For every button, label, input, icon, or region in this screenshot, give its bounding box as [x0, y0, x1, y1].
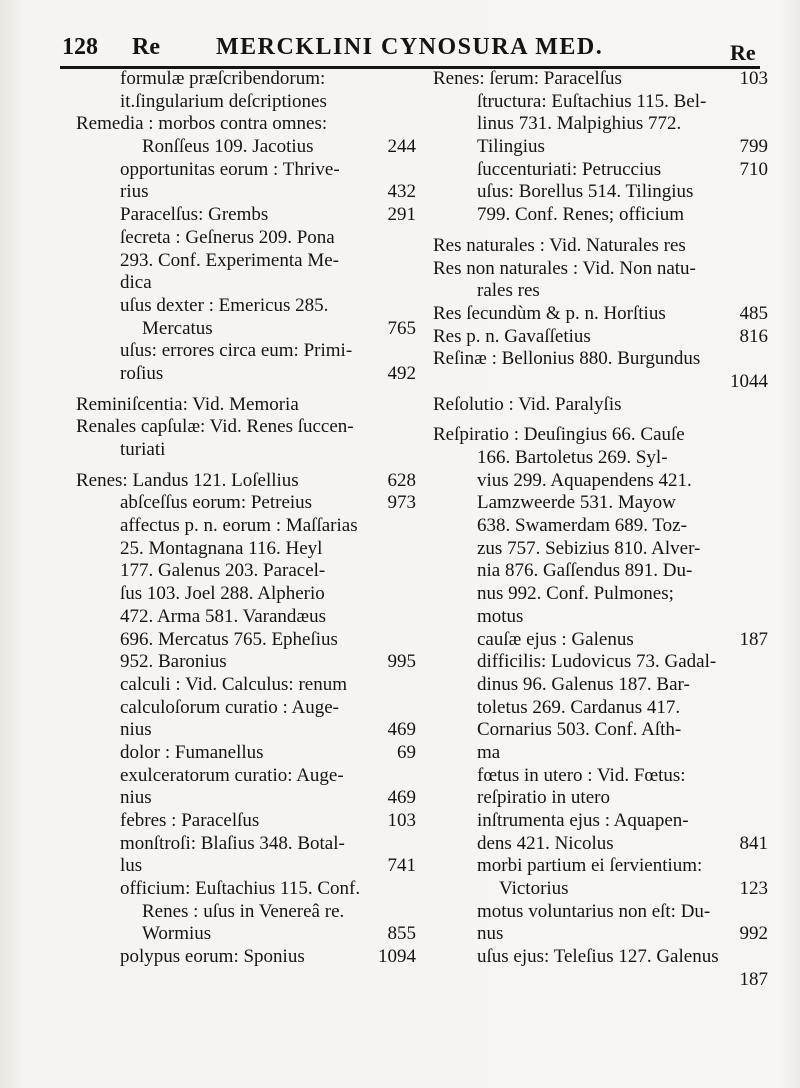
- index-entry-text: dolor : Fumanellus: [120, 741, 264, 763]
- index-line: [76, 674, 416, 697]
- index-line: [76, 416, 416, 439]
- page-reference: 492: [387, 362, 416, 384]
- index-line: [76, 606, 416, 629]
- index-entry-text: abſceſſus eorum: Petreius: [120, 492, 313, 514]
- index-line: [76, 492, 416, 515]
- index-line: [76, 439, 416, 462]
- index-entry-text: Ronſſeus 109. Jacotius: [142, 136, 314, 158]
- index-entry-text: Renes: Landus 121. Loſellius: [76, 469, 299, 491]
- index-line: [76, 833, 416, 856]
- index-line: [433, 878, 768, 901]
- index-line: [433, 697, 768, 720]
- index-line: [76, 227, 416, 250]
- index-line: [433, 855, 768, 878]
- index-line: [76, 878, 416, 901]
- page-reference: 992: [739, 923, 768, 945]
- index-entry-text: opportunitas eorum : Thrive-: [120, 158, 340, 180]
- index-entry-text: morbi partium ei ſervientium:: [477, 855, 703, 877]
- index-line: [433, 348, 768, 371]
- index-entry-text: ſuccenturiati: Petruccius: [477, 158, 662, 180]
- index-line: [433, 91, 768, 114]
- index-entry-text: dens 421. Nicolus: [477, 832, 614, 854]
- index-entry-text: 638. Swamerdam 689. Toz-: [477, 515, 687, 537]
- index-entry-text: nia 876. Gaſſendus 891. Du-: [477, 560, 693, 582]
- index-entry-text: toletus 269. Cardanus 417.: [477, 696, 681, 718]
- index-entry-text: Renales capſulæ: Vid. Renes ſuccen-: [76, 416, 354, 438]
- index-entry-text: rius: [120, 181, 149, 203]
- index-entry-text: Victorius: [499, 878, 569, 900]
- index-entry-text: Reſolutio : Vid. Paralyſis: [433, 393, 622, 415]
- index-line: [76, 697, 416, 720]
- index-entry-text: dica: [120, 272, 152, 294]
- index-line: [76, 272, 416, 295]
- index-line: [76, 651, 416, 674]
- index-line: [76, 159, 416, 182]
- index-line: [433, 258, 768, 281]
- index-entry-text: febres : Paracelſus: [120, 810, 260, 831]
- index-line: [76, 901, 416, 924]
- index-entry-text: lus: [120, 855, 143, 877]
- entry-gap: [76, 462, 416, 470]
- index-entry-text: ſus 103. Joel 288. Alpherio: [120, 583, 325, 605]
- index-line: [76, 810, 416, 833]
- index-line: [433, 765, 768, 788]
- index-entry-text: calculoſorum curatio : Auge-: [120, 696, 339, 718]
- page-reference: 123: [739, 878, 768, 900]
- page-reference: 103: [739, 68, 768, 89]
- index-entry-text: Wormius: [142, 923, 212, 945]
- index-entry-text: polypus eorum: Sponius: [120, 946, 305, 968]
- index-entry-text: nius: [120, 719, 152, 741]
- index-entry-text: Mercatus: [142, 317, 213, 339]
- index-line: [433, 719, 768, 742]
- page-reference: 855: [387, 923, 416, 945]
- page-reference: 710: [739, 158, 768, 180]
- index-line: [433, 515, 768, 538]
- index-line: [76, 68, 416, 91]
- running-title: MERCKLINI CYNOSURA MED.: [216, 34, 604, 60]
- index-line: [433, 470, 768, 493]
- index-entry-text: dinus 96. Galenus 187. Bar-: [477, 673, 690, 695]
- index-line: [76, 363, 416, 386]
- index-entry-text: it.ſingularium deſcriptiones: [120, 90, 327, 112]
- index-entry-text: officium: Euſtachius 115. Conf.: [120, 878, 361, 900]
- index-line: [433, 923, 768, 946]
- index-line: [76, 515, 416, 538]
- page-reference: 291: [387, 204, 416, 226]
- page-reference: 187: [739, 628, 768, 650]
- index-entry-text: Cornarius 503. Conf. Aſth-: [477, 719, 682, 741]
- page-reference: 1094: [378, 946, 416, 968]
- index-line: [76, 204, 416, 227]
- index-line: [433, 492, 768, 515]
- index-line: [433, 651, 768, 674]
- index-entry-text: uſus: Borellus 514. Tilingius: [477, 181, 694, 203]
- index-entry-text: Remedia : morbos contra omnes:: [76, 113, 328, 135]
- page-reference: 469: [387, 719, 416, 741]
- index-entry-text: Res non naturales : Vid. Non natu-: [433, 257, 696, 279]
- index-line: [433, 833, 768, 856]
- page-reference: 995: [387, 651, 416, 673]
- index-entry-text: ſtructura: Euſtachius 115. Bel-: [477, 90, 707, 112]
- index-line: [433, 303, 768, 326]
- index-line: [433, 235, 768, 258]
- index-entry-text: turiati: [120, 439, 166, 460]
- index-line: [76, 394, 416, 417]
- index-line: [433, 583, 768, 606]
- index-entry-text: uſus ejus: Teleſius 127. Galenus: [477, 946, 719, 968]
- index-line: [76, 765, 416, 788]
- index-line: [433, 424, 768, 447]
- index-entry-text: Reminiſcentia: Vid. Memoria: [76, 393, 299, 415]
- index-entry-text: Paracelſus: Grembs: [120, 204, 269, 226]
- index-entry-text: 472. Arma 581. Varandæus: [120, 605, 326, 627]
- index-line: [76, 946, 416, 969]
- page-number: 128: [62, 34, 98, 60]
- page-reference: 628: [387, 469, 416, 491]
- page-reference: 741: [387, 855, 416, 877]
- index-entry-text: Res naturales : Vid. Naturales res: [433, 234, 686, 256]
- index-entry-text: roſius: [120, 362, 164, 384]
- page-reference: 816: [739, 325, 768, 347]
- page-reference: 973: [387, 492, 416, 514]
- index-line: [76, 855, 416, 878]
- index-line: [76, 91, 416, 114]
- index-line: [433, 326, 768, 349]
- index-entry-text: Res ſecundùm & p. n. Horſtius: [433, 302, 666, 324]
- index-line: [76, 560, 416, 583]
- index-line: [76, 787, 416, 810]
- index-line: [76, 318, 416, 341]
- page-header: [40, 30, 770, 70]
- index-entry-text: 177. Galenus 203. Paracel-: [120, 560, 326, 582]
- index-line: [433, 629, 768, 652]
- index-line: [76, 719, 416, 742]
- page-reference: 1044: [730, 370, 768, 392]
- index-entry-text: calculi : Vid. Calculus: renum: [120, 673, 347, 695]
- index-entry-text: nius: [120, 787, 152, 809]
- index-entry-text: ſecreta : Geſnerus 209. Pona: [120, 226, 335, 248]
- index-entry-text: uſus dexter : Emericus 285.: [120, 294, 329, 316]
- index-entry-text: Lamzweerde 531. Mayow: [477, 492, 676, 514]
- index-entry-text: affectus p. n. eorum : Maſſarias: [120, 515, 358, 537]
- index-entry-text: 799. Conf. Renes; officium: [477, 204, 685, 226]
- index-line: [76, 538, 416, 561]
- index-line: [433, 447, 768, 470]
- index-line: [433, 674, 768, 697]
- index-entry-text: vius 299. Aquapendens 421.: [477, 469, 692, 491]
- index-entry-text: Tilingius: [477, 136, 545, 158]
- index-line: [76, 340, 416, 363]
- index-entry-text: 696. Mercatus 765. Epheſius: [120, 628, 338, 650]
- index-entry-text: nus 992. Conf. Pulmones;: [477, 583, 674, 605]
- index-entry-text: nus: [477, 923, 504, 945]
- index-entry-text: zus 757. Sebizius 810. Alver-: [477, 537, 701, 559]
- index-entry-text: linus 731. Malpighius 772.: [477, 113, 682, 135]
- index-line: [76, 629, 416, 652]
- page-reference: 69: [397, 741, 416, 763]
- index-entry-text: Reſpiratio : Deuſingius 66. Cauſe: [433, 424, 685, 446]
- index-line: [433, 136, 768, 159]
- entry-gap: [433, 416, 768, 424]
- index-line: [76, 295, 416, 318]
- index-line: [433, 181, 768, 204]
- page-reference: 765: [387, 317, 416, 339]
- index-line: [433, 742, 768, 765]
- index-line: [76, 181, 416, 204]
- index-line: [433, 394, 768, 417]
- entry-gap: [433, 227, 768, 235]
- index-line: [76, 136, 416, 159]
- index-line: [433, 159, 768, 182]
- index-entry-text: 25. Montagnana 116. Heyl: [120, 537, 323, 559]
- page-reference: 187: [739, 968, 768, 990]
- page-reference: 841: [739, 832, 768, 854]
- index-line: [433, 810, 768, 833]
- index-line: [433, 560, 768, 583]
- index-line: [433, 204, 768, 227]
- page-reference: 103: [387, 810, 416, 831]
- left-index-column: [76, 68, 416, 969]
- index-entry-text: fœtus in utero : Vid. Fœtus:: [477, 764, 686, 786]
- index-line: [433, 280, 768, 303]
- index-entry-text: 952. Baronius: [120, 651, 227, 673]
- index-line: [433, 68, 768, 91]
- index-line: [76, 742, 416, 765]
- index-entry-text: Renes: ſerum: Paracelſus: [433, 68, 622, 89]
- index-entry-text: ma: [477, 741, 501, 763]
- right-index-column: [433, 68, 768, 992]
- index-entry-text: 166. Bartoletus 269. Syl-: [477, 447, 668, 468]
- index-line: [433, 113, 768, 136]
- page-reference: 469: [387, 787, 416, 809]
- header-keyword-right: Re: [730, 40, 756, 65]
- index-line: [76, 923, 416, 946]
- index-entry-text: formulæ præſcribendorum:: [120, 68, 326, 89]
- index-entry-text: exulceratorum curatio: Auge-: [120, 764, 344, 786]
- index-entry-text: motus: [477, 605, 524, 627]
- index-line: [76, 113, 416, 136]
- page-reference: 485: [739, 302, 768, 324]
- index-line: [433, 371, 768, 394]
- index-entry-text: inſtrumenta ejus : Aquapen-: [477, 810, 689, 831]
- index-line: [76, 250, 416, 273]
- index-entry-text: cauſæ ejus : Galenus: [477, 628, 634, 650]
- index-entry-text: Renes : uſus in Venereâ re.: [142, 900, 345, 922]
- index-line: [433, 969, 768, 992]
- index-entry-text: 293. Conf. Experimenta Me-: [120, 249, 339, 271]
- header-keyword-left: Re: [132, 34, 160, 60]
- index-entry-text: Res p. n. Gavaſſetius: [433, 325, 591, 347]
- index-line: [433, 946, 768, 969]
- entry-gap: [76, 386, 416, 394]
- index-entry-text: rales res: [477, 280, 540, 302]
- page-reference: 799: [739, 136, 768, 158]
- index-entry-text: uſus: errores circa eum: Primi-: [120, 340, 353, 362]
- page-reference: 432: [387, 181, 416, 203]
- index-line: [433, 538, 768, 561]
- index-entry-text: reſpiratio in utero: [477, 787, 610, 809]
- index-line: [433, 901, 768, 924]
- index-line: [433, 787, 768, 810]
- index-entry-text: motus voluntarius non eſt: Du-: [477, 900, 711, 922]
- index-entry-text: monſtroſi: Blaſius 348. Botal-: [120, 832, 345, 854]
- page-reference: 244: [387, 136, 416, 158]
- index-line: [76, 583, 416, 606]
- index-entry-text: difficilis: Ludovicus 73. Gadal-: [477, 651, 717, 673]
- index-line: [76, 470, 416, 493]
- index-entry-text: Reſinæ : Bellonius 880. Burgundus: [433, 348, 701, 370]
- index-line: [433, 606, 768, 629]
